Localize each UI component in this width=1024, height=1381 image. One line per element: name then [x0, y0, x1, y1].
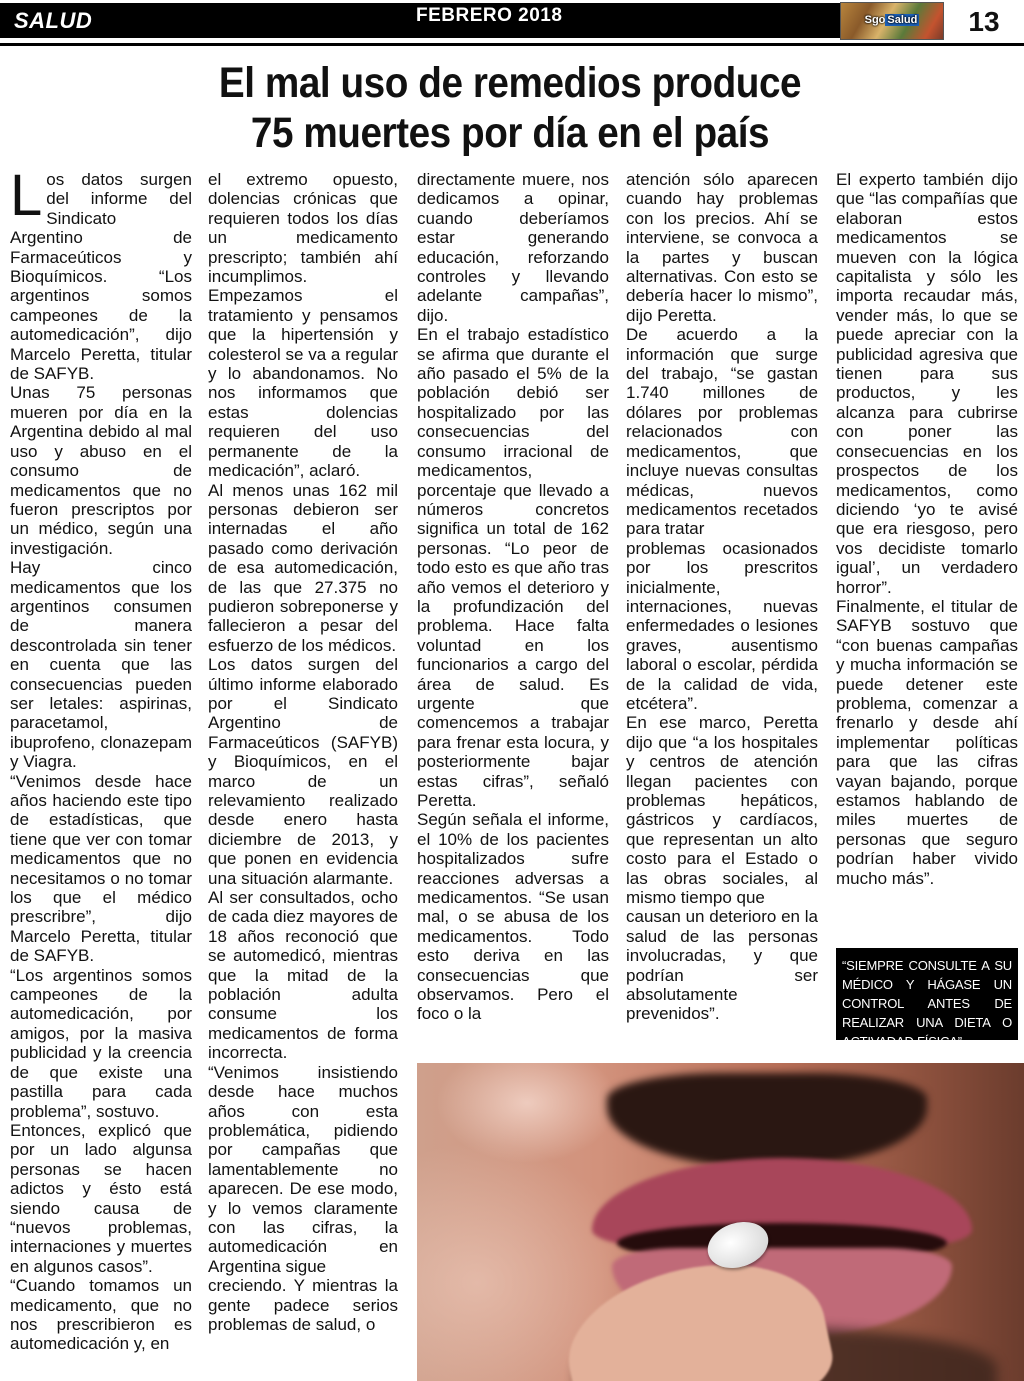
paragraph: “Los argentinos somos campeones de la automedicación, por amigos, por la masiva publicidad y la creencia de que existe una pastilla para cada problema”, sostuvo.: [10, 965, 192, 1121]
paragraph: causan un deterioro en la salud de las personas involucradas, y que podrían ser absolutamente prevenidos”.: [626, 907, 818, 1024]
photo-moustache: [607, 1073, 927, 1168]
paragraph: El experto también dijo que “las compañías que elaboran estos medicamentos se mueven con la lógica capitalista y sólo les importa recaudar más, vender más, lo que se puede apreciar con la publicidad agresiva que tienen para sus productos, y les alcanza para cubrirse con poner las consecuencias en los prospectos de los medicamentos, como diciendo ‘yo te avisé que era riesgoso, pero vos decidiste tomarlo igual’, un verdadero horror”.: [836, 170, 1018, 597]
headline-line-1: El mal uso de remedios produce: [218, 59, 802, 107]
paragraph-text: os datos surgen del informe del Sindicato Argentino de Farmaceúticos y Bioquímicos. “Los argentinos somos campeones de la automedicación”, dijo Marcelo Peretta, titular de SAFYB.: [10, 170, 192, 384]
paragraph: Entonces, explicó que por un lado algunsa personas se hacen adictos y ésto está siendo causa de “nuevos problemas, internaciones y muertes en algunos casos”.: [10, 1120, 192, 1276]
logo-part-1: Sgo: [864, 14, 886, 26]
callout-box: “SIEMPRE CONSULTE A SU MÉDICO Y HÁGASE UN CONTROL ANTES DE REALIZAR UNA DIETA O ACTIVADAD FÍSICA”: [836, 948, 1018, 1040]
drop-cap: L: [10, 163, 43, 228]
article-column-2: [208, 170, 398, 1381]
article-column-5: [836, 170, 1018, 940]
paragraph: Finalmente, el titular de SAFYB sostuvo que “con buenas campañas y mucha información se puede detener este problema, comenzar a frenarlo y desde ahí implementar políticas para que las cifras vayan bajando, porque estamos hablando de miles muertes de personas que seguro podrían haber vivido mucho más”.: [836, 596, 1018, 888]
section-label: SALUD: [0, 3, 390, 38]
paragraph: el extremo opuesto, dolencias crónicas que requieren todos los días un medicamento prescripto; también ahí incumplimos. Empezamos el tratamiento y pensamos que la hipertensión y colesterol se va a regular y lo abandonamos. No nos informamos que estas dolencias requieren del uso permanente de la medicación”, aclaró.: [208, 170, 398, 481]
paragraph: problemas ocasionados por los prescritos inicialmente, internaciones, nuevas enfermedades o lesiones graves, ausentismo laboral o escolar, pérdida de la calidad de vida, etcétera”.: [626, 538, 818, 713]
article-column-4: [626, 170, 818, 1065]
paragraph: atención sólo aparecen cuando hay problemas con los precios. Ahí se interviene, se convoca a la partes y buscan alternativas. Con esto se debería hacer lo mismo”, dijo Peretta.: [626, 170, 818, 325]
header-rule: [0, 43, 1024, 46]
article-column-1: [10, 163, 192, 1381]
logo-text: [841, 13, 943, 27]
page-number: 13: [968, 6, 1000, 37]
paragraph: Unas 75 personas mueren por día en la Argentina debido al mal uso y abuso en el consumo de medicamentos que no fueron prescriptos por un médico, según una investigación.: [10, 383, 192, 558]
issue-date: FEBRERO 2018: [390, 3, 840, 38]
paragraph: Al menos unas 162 mil personas debieron ser internadas el año pasado como derivación de esa automedicación, de las que 27.375 no pudieron sobreponerse y fallecieron a pesar del esfuerzo de los médicos.: [208, 480, 398, 655]
paragraph: Los datos surgen del último informe elaborado por el Sindicato Argentino de Farmaceúticos (SAFYB) y Bioquímicos, en el marco de un relevamiento realizado desde enero hasta diciembre de 2013, y que ponen en evidencia una situación alarmante.: [208, 655, 398, 888]
paragraph: Hay cinco medicamentos que los argentinos consumen de manera descontrolada sin tener en cuenta que las consecuencias pueden ser letales: aspirinas, paracetamol, ibuprofeno, clonazepam y Viagra.: [10, 558, 192, 772]
article-photo: [417, 1063, 1024, 1381]
page-header: [0, 0, 1024, 44]
article-headline: [204, 58, 816, 158]
paragraph: “Cuando tomamos un medicamento, que no nos prescribieron es automedicación y, en: [10, 1276, 192, 1354]
paragraph: “Venimos desde hace años haciendo este tipo de estadísticas, que tiene que ver con tomar medicamentos que no necesitamos o no tomar los que el médico prescribre”, dijo Marcelo Peretta, titular de SAFYB.: [10, 771, 192, 966]
paragraph: En ese marco, Peretta dijo que “a los hospitales y centros de atención llegan pacientes con problemas hepáticos, gástricos y cardíacos, que representan un alto costo para el Estado o las obras sociales, al mismo tiempo que: [626, 713, 818, 908]
paragraph: Según señala el informe, el 10% de los pacientes hospitalizados sufre reacciones adversas a medicamentos. “Se usan mal, o se abusa de los medicamentos. Todo esto deriva en las consecuencias que observamos. Pero el foco o la: [417, 810, 609, 1024]
sgo-salud-logo: [840, 2, 944, 40]
paragraph: En el trabajo estadístico se afirma que durante el año pasado el 5% de la población debió ser hospitalizado por las consecuencias del consumo irracional de medicamentos, porcentaje que llevado a números concretos significa un total de 162 personas. “Lo peor de todo esto es que año tras año vemos el deterioro y la profundización del problema. Hace falta voluntad en los funcionarios a cargo del área de salud. Es urgente que comencemos a trabajar para frenar esta locura, y posteriormente bajar estas cifras”, señaló Peretta.: [417, 325, 609, 810]
paragraph: De acuerdo a la información que surge del trabajo, “se gastan 1.740 millones de dólares por problemas relacionados con medicamentos, que incluye nuevas consultas médicas, nuevos medicamentos recetados para tratar: [626, 325, 818, 539]
logo-part-2: Salud: [887, 14, 918, 26]
article-column-3: [417, 170, 609, 1065]
paragraph: “Venimos insistiendo desde hace muchos años con esta problemática, pidiendo por campañas que lamentablemente no aparecen. De ese modo, y lo vemos claramente con las cifras, la automedicación en Argentina sigue: [208, 1062, 398, 1276]
paragraph: creciendo. Y mientras la gente padece serios problemas de salud, o: [208, 1276, 398, 1334]
paragraph: [10, 163, 192, 384]
paragraph: Al ser consultados, ocho de cada diez mayores de 18 años reconoció que se automedicó, mientras que la mitad de la población adulta consume los medicamentos de forma incorrecta.: [208, 888, 398, 1063]
headline-line-2: 75 muertes por día en el país: [250, 109, 770, 157]
paragraph: directamente muere, nos dedicamos a opinar, cuando deberíamos estar generando educación, reforzando controles y llevando adelante campañas”, dijo.: [417, 170, 609, 325]
